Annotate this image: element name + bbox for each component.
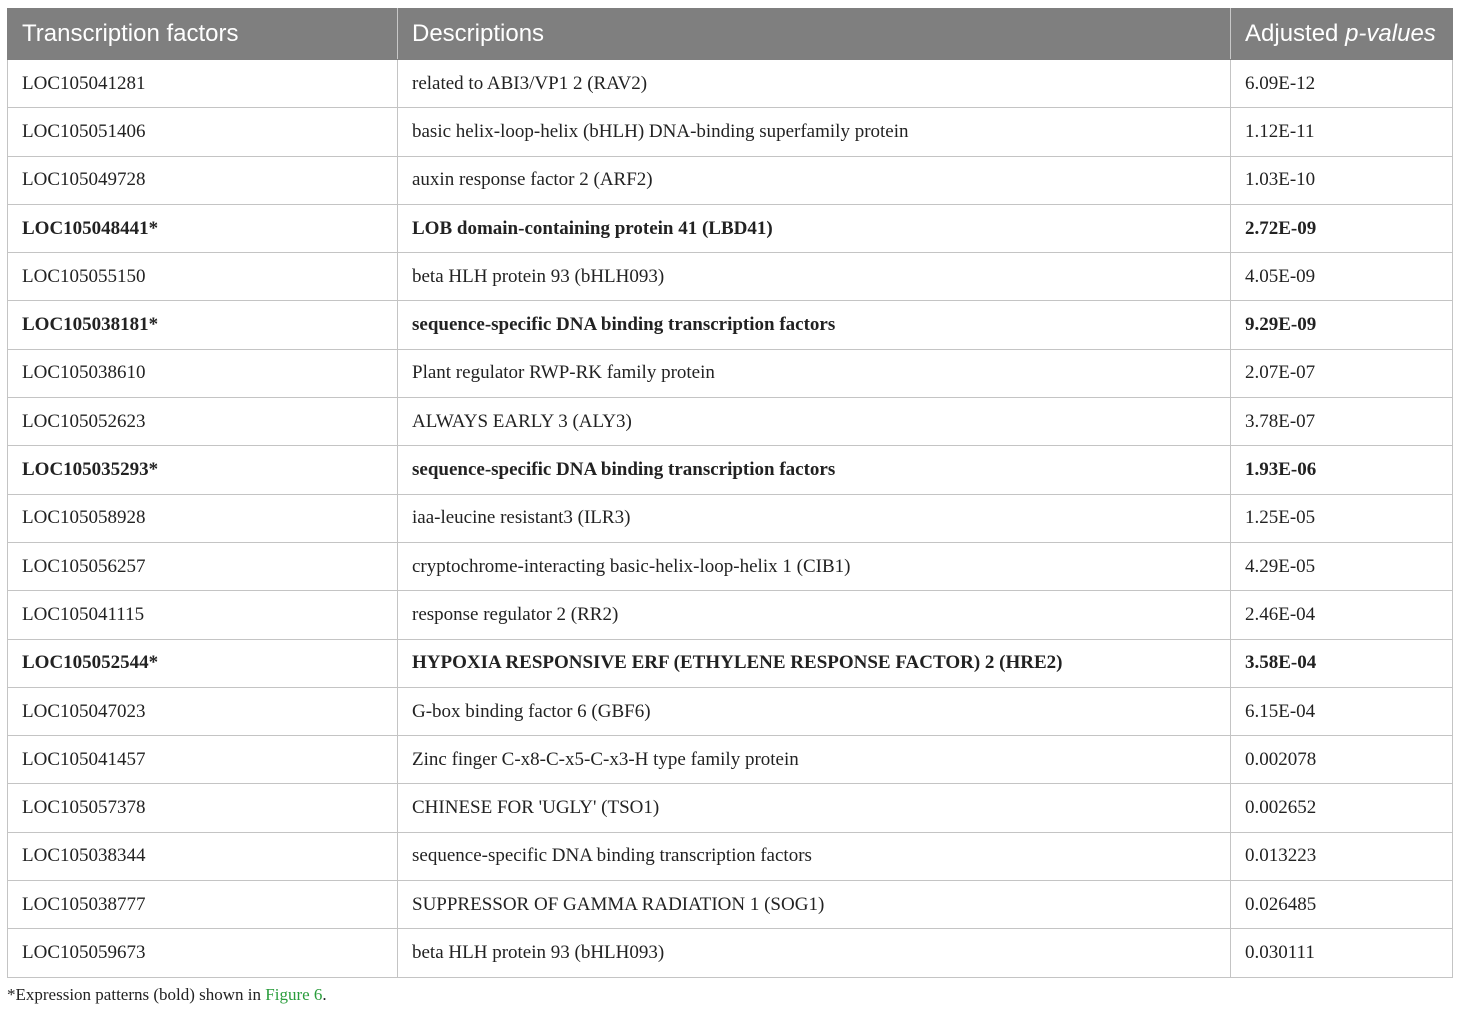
table-row [8, 398, 1453, 446]
cell-description: G-box binding factor 6 (GBF6) [398, 687, 1231, 735]
table-row [8, 108, 1453, 156]
cell-transcription-factor: LOC105041115 [8, 591, 398, 639]
cell-description: Plant regulator RWP-RK family protein [398, 349, 1231, 397]
cell-transcription-factor: LOC105052544* [8, 639, 398, 687]
table-row [8, 301, 1453, 349]
cell-transcription-factor: LOC105038181* [8, 301, 398, 349]
table-body [8, 60, 1453, 978]
header-adjusted-p-values [1231, 9, 1453, 60]
footnote-end: . [322, 985, 327, 1004]
cell-adjusted-p-value: 4.05E-09 [1231, 253, 1453, 301]
table-row [8, 784, 1453, 832]
table-row [8, 591, 1453, 639]
header-p-values-label: p-values [1345, 20, 1436, 47]
cell-adjusted-p-value: 0.030111 [1231, 929, 1453, 977]
cell-adjusted-p-value: 3.78E-07 [1231, 398, 1453, 446]
table-row [8, 204, 1453, 252]
cell-description: related to ABI3/VP1 2 (RAV2) [398, 60, 1231, 108]
cell-description: iaa-leucine resistant3 (ILR3) [398, 494, 1231, 542]
table-row [8, 156, 1453, 204]
table-row [8, 687, 1453, 735]
table-row [8, 542, 1453, 590]
table-row [8, 832, 1453, 880]
cell-description: ALWAYS EARLY 3 (ALY3) [398, 398, 1231, 446]
table-footnote [7, 985, 327, 1005]
cell-adjusted-p-value: 1.12E-11 [1231, 108, 1453, 156]
cell-transcription-factor: LOC105041457 [8, 736, 398, 784]
table-header-row [8, 9, 1453, 60]
cell-description: response regulator 2 (RR2) [398, 591, 1231, 639]
cell-transcription-factor: LOC105051406 [8, 108, 398, 156]
figure-6-link[interactable]: Figure 6 [265, 985, 323, 1004]
cell-transcription-factor: LOC105055150 [8, 253, 398, 301]
footnote-text: *Expression patterns (bold) shown in [7, 985, 266, 1004]
cell-description: basic helix-loop-helix (bHLH) DNA-binding superfamily protein [398, 108, 1231, 156]
header-descriptions: Descriptions [398, 9, 1231, 60]
cell-adjusted-p-value: 2.46E-04 [1231, 591, 1453, 639]
cell-adjusted-p-value: 3.58E-04 [1231, 639, 1453, 687]
table-row [8, 446, 1453, 494]
cell-adjusted-p-value: 0.002652 [1231, 784, 1453, 832]
cell-transcription-factor: LOC105056257 [8, 542, 398, 590]
cell-transcription-factor: LOC105038344 [8, 832, 398, 880]
transcription-factor-table [7, 8, 1453, 978]
cell-description: HYPOXIA RESPONSIVE ERF (ETHYLENE RESPONSE FACTOR) 2 (HRE2) [398, 639, 1231, 687]
cell-transcription-factor: LOC105041281 [8, 60, 398, 108]
cell-adjusted-p-value: 4.29E-05 [1231, 542, 1453, 590]
cell-adjusted-p-value: 6.15E-04 [1231, 687, 1453, 735]
cell-transcription-factor: LOC105058928 [8, 494, 398, 542]
table-row [8, 736, 1453, 784]
header-transcription-factors: Transcription factors [8, 9, 398, 60]
cell-description: sequence-specific DNA binding transcription factors [398, 301, 1231, 349]
cell-adjusted-p-value: 1.03E-10 [1231, 156, 1453, 204]
cell-description: LOB domain-containing protein 41 (LBD41) [398, 204, 1231, 252]
cell-description: cryptochrome-interacting basic-helix-loop-helix 1 (CIB1) [398, 542, 1231, 590]
table-row [8, 639, 1453, 687]
cell-adjusted-p-value: 0.026485 [1231, 881, 1453, 929]
cell-description: SUPPRESSOR OF GAMMA RADIATION 1 (SOG1) [398, 881, 1231, 929]
cell-transcription-factor: LOC105035293* [8, 446, 398, 494]
cell-transcription-factor: LOC105047023 [8, 687, 398, 735]
cell-adjusted-p-value: 2.07E-07 [1231, 349, 1453, 397]
cell-transcription-factor: LOC105059673 [8, 929, 398, 977]
cell-adjusted-p-value: 1.93E-06 [1231, 446, 1453, 494]
cell-adjusted-p-value: 9.29E-09 [1231, 301, 1453, 349]
cell-transcription-factor: LOC105049728 [8, 156, 398, 204]
table-row [8, 60, 1453, 108]
cell-transcription-factor: LOC105038777 [8, 881, 398, 929]
cell-transcription-factor: LOC105052623 [8, 398, 398, 446]
transcription-factor-table-container [7, 8, 1452, 978]
cell-description: Zinc finger C-x8-C-x5-C-x3-H type family protein [398, 736, 1231, 784]
cell-adjusted-p-value: 0.002078 [1231, 736, 1453, 784]
cell-transcription-factor: LOC105038610 [8, 349, 398, 397]
cell-transcription-factor: LOC105048441* [8, 204, 398, 252]
cell-adjusted-p-value: 1.25E-05 [1231, 494, 1453, 542]
table-row [8, 349, 1453, 397]
cell-transcription-factor: LOC105057378 [8, 784, 398, 832]
table-row [8, 253, 1453, 301]
table-row [8, 494, 1453, 542]
header-adjusted-label: Adjusted [1245, 20, 1346, 47]
cell-description: beta HLH protein 93 (bHLH093) [398, 253, 1231, 301]
table-row [8, 929, 1453, 977]
cell-adjusted-p-value: 0.013223 [1231, 832, 1453, 880]
cell-adjusted-p-value: 2.72E-09 [1231, 204, 1453, 252]
cell-adjusted-p-value: 6.09E-12 [1231, 60, 1453, 108]
cell-description: CHINESE FOR 'UGLY' (TSO1) [398, 784, 1231, 832]
cell-description: auxin response factor 2 (ARF2) [398, 156, 1231, 204]
cell-description: beta HLH protein 93 (bHLH093) [398, 929, 1231, 977]
table-row [8, 881, 1453, 929]
cell-description: sequence-specific DNA binding transcription factors [398, 832, 1231, 880]
cell-description: sequence-specific DNA binding transcription factors [398, 446, 1231, 494]
